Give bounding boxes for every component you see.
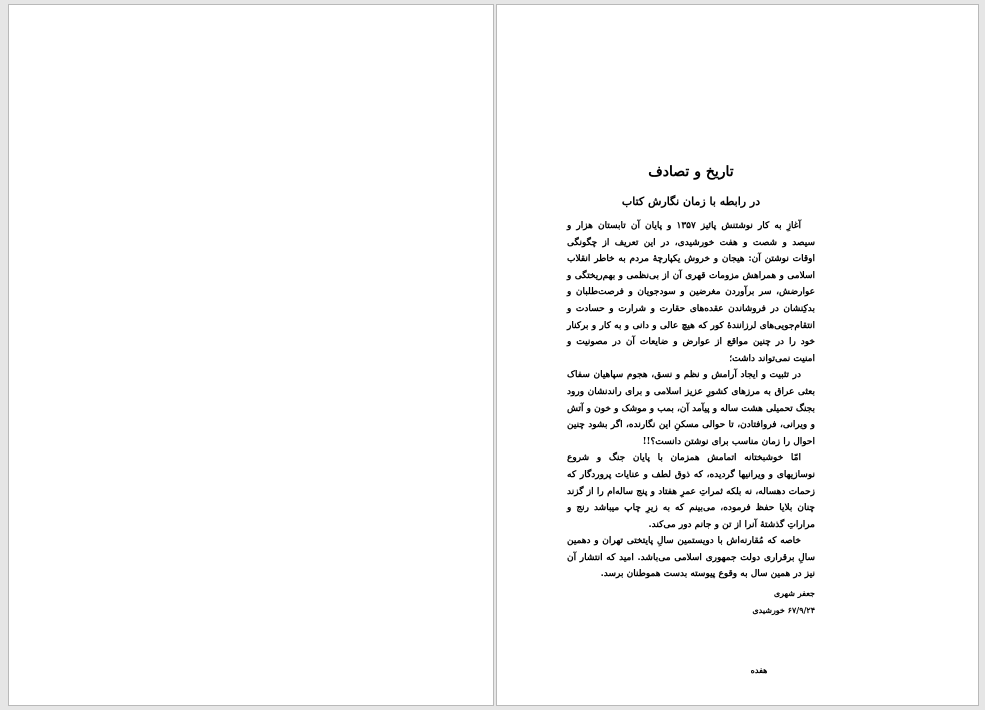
right-page	[496, 4, 979, 706]
signature-name: جعفر شهری	[773, 588, 815, 599]
paragraph-1: آغازِ به کار نوشتنش پائیز ۱۳۵۷ و پایان آن تابستان هزار و سیصد و شصت و هفت خورشیدی، در این تعریف از چگونگی اوقات نوشتن آن: هیجان و خروش یکپارچهٔ مردم به خاطر انقلاب اسلامی و همراهش مزومات قهری آن از بی‌نظمی و بهم‌ریختگی و عوارضش، سر برآوردن مغرضین و سودجویان و فرصت‌طلبان و بدکِنشان در فروشاندن عقده‌های حقارت و شرارت و حسادت و انتقام‌جویی‌های لرزانندهٔ کور که هیچ عالی و دانی و به کار و برکنار خود را در چنین مواقع از عوارض و ضایعات آن در مصونیت و امنیت نمی‌تواند داشت؛	[567, 221, 815, 364]
paragraph-3: امّا خوشبختانه اتمامش همزمان با پایان جنگ و شروع نوسازیهای و ویرانیها گردیده، که ذوق لطف و عنایات پروردگار که زحمات دهساله، نه بلکه ثمراتِ عمرِ هفتاد و پنج ساله‌ام را از گزند چنان بلایا حفظ فرموده، می‌بینم که به زیرِ چاپ میباشد رنج و مراراتِ گذشتهٔ آنرا از تن و جانم دور می‌کند.	[567, 453, 815, 530]
paragraph-4: خاصه که مُقارنه‌اش با دویستمین سالِ پایتختی تهران و دهمین سالِ برقراری دولت جمهوری اسلامی می‌باشد. امید که انتشار آن نیز در همین سال به وقوع پیوسته بدست هموطنان برسد.	[567, 536, 815, 580]
page-content	[567, 163, 815, 619]
left-page	[8, 4, 494, 706]
signature-date: ۶۷/۹/۲۴ خورشیدی	[752, 605, 815, 616]
page-number: هفده	[750, 665, 768, 675]
paragraph-2: در تثبیت و ایجاد آرامش و نظم و نسق، هجوم سپاهیان سفاک بعثی عراق به مرزهای کشورِ عزیز اسلامی و برای راندنشان ورود بجنگ تحمیلی هشت ساله و پیآمد آن، بمب و موشک و خون و آتش و ویرانی، فروافتادن، تا حوالی مسکنِ این نگارنده، اگر بشود چنین احوال را زمان مناسب برای نوشتن دانست؟!!	[567, 370, 815, 447]
page-subtitle: در رابطه با زمان نگارش کتاب	[621, 195, 761, 208]
page-title: تاریخ و تصادف	[648, 164, 734, 180]
